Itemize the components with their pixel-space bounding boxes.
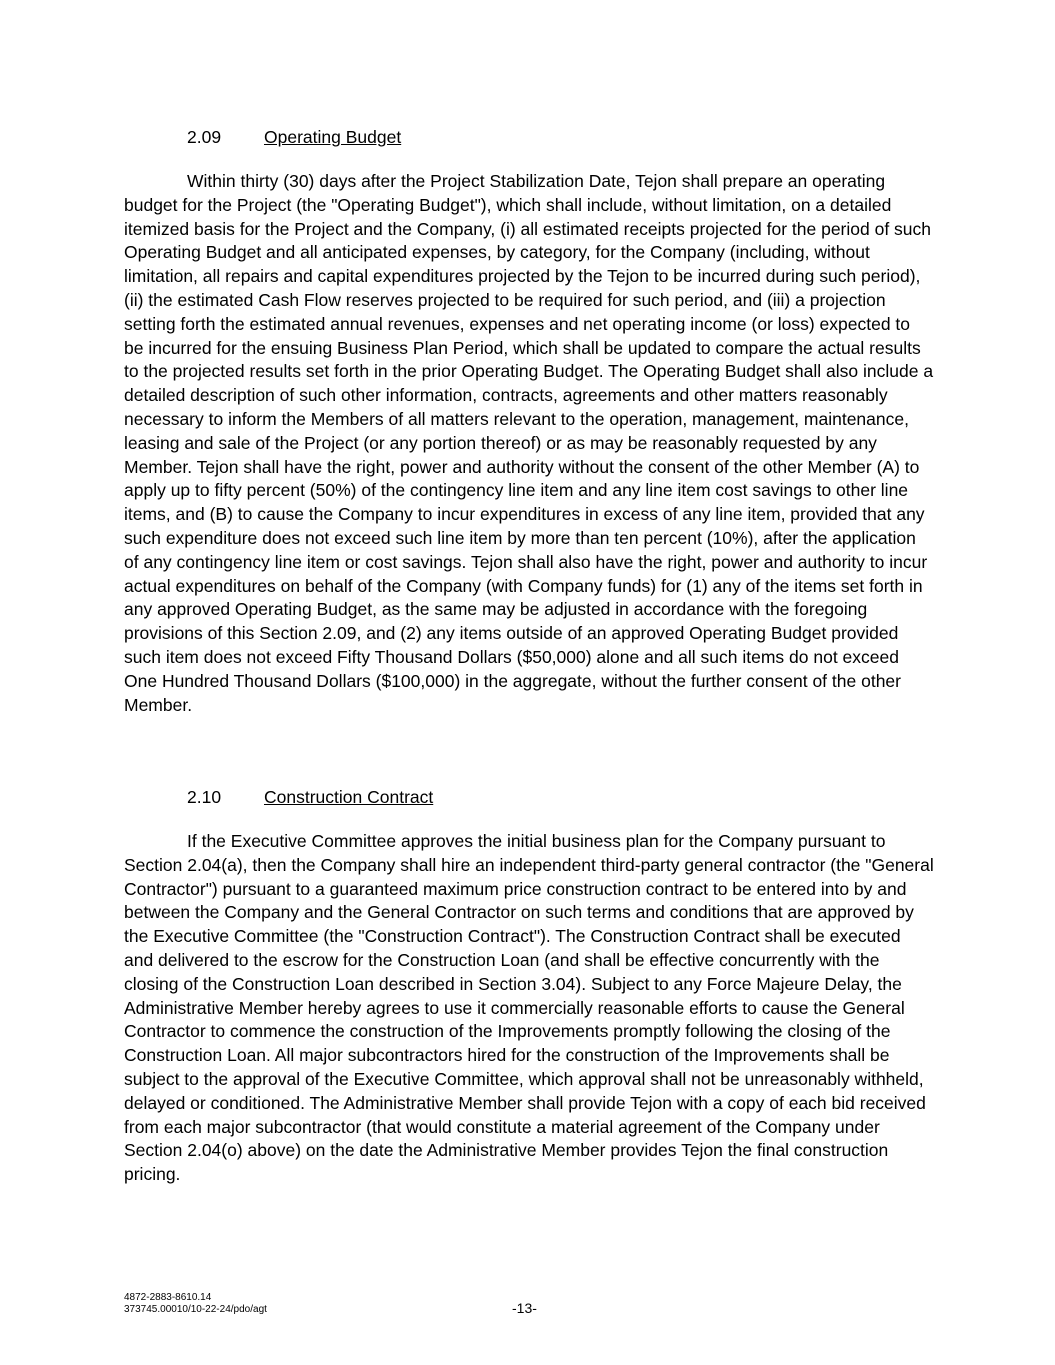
section-number: 2.10 [187, 787, 222, 807]
section-heading-2-10 [187, 785, 433, 809]
section-number: 2.09 [187, 127, 222, 147]
footer-doc-id-line1: 4872-2883-8610.14 [124, 1292, 212, 1303]
section-title: Operating Budget [264, 127, 402, 147]
section-heading-2-09 [187, 125, 401, 149]
section-title: Construction Contract [264, 787, 434, 807]
page-number: -13- [512, 1300, 537, 1316]
section-body-2-10: If the Executive Committee approves the initial business plan for the Company pursuant to Section 2.04(a), then the Company shall hire an independent third-party general contractor (the "General Contractor") pursuant to a guaranteed maximum price construction contract to be entered into by and between the Company and the General Contractor on such terms and conditions that are approved by the Executive Committee (the "Construction Contract"). The Construction Contract shall be executed and delivered to the escrow for the Construction Loan (and shall be effective concurrently with the closing of the Construction Loan described in Section 3.04). Subject to any Force Majeure Delay, the Administrative Member hereby agrees to use it commercially reasonable efforts to cause the General Contractor to commence the construction of the Improvements promptly following the closing of the Construction Loan. All major subcontractors hired for the construction of the Improvements shall be subject to the approval of the Executive Committee, which approval shall not be unreasonably withheld, delayed or conditioned. The Administrative Member shall provide Tejon with a copy of each bid received from each major subcontractor (that would constitute a material agreement of the Company under Section 2.04(o) above) on the date the Administrative Member provides Tejon the final construction pricing. [124, 831, 934, 1185]
footer-doc-id-line2: 373745.00010/10-22-24/pdo/agt [124, 1304, 267, 1315]
section-body-2-09: Within thirty (30) days after the Project Stabilization Date, Tejon shall prepare an operating budget for the Project (the "Operating Budget"), which shall include, without limitation, on a detailed itemized basis for the Project and the Company, (i) all estimated receipts projected for the period of such Operating Budget and all anticipated expenses, by category, for the Company (including, without limitation, all repairs and capital expenditures projected by the Tejon to be incurred during such period), (ii) the estimated Cash Flow reserves projected to be required for such period, and (iii) a projection setting forth the estimated annual revenues, expenses and net operating income (or loss) expected to be incurred for the ensuing Business Plan Period, which shall be updated to compare the actual results to the projected results set forth in the prior Operating Budget. The Operating Budget shall also include a detailed description of such other information, contracts, agreements and other matters reasonably necessary to inform the Members of all matters relevant to the operation, management, maintenance, leasing and sale of the Project (or any portion thereof) or as may be reasonably requested by any Member. Tejon shall have the right, power and authority without the consent of the other Member (A) to apply up to fifty percent (50%) of the contingency line item and any line item cost savings to other line items, and (B) to cause the Company to incur expenditures in excess of any line item, provided that any such expenditure does not exceed such line item by more than ten percent (10%), after the application of any contingency line item or cost savings. Tejon shall also have the right, power and authority to incur actual expenditures on behalf of the Company (with Company funds) for (1) any of the items set forth in any approved Operating Budget, as the same may be adjusted in accordance with the foregoing provisions of this Section 2.09, and (2) any items outside of an approved Operating Budget provided such item does not exceed Fifty Thousand Dollars ($50,000) alone and all such items do not exceed One Hundred Thousand Dollars ($100,000) in the aggregate, without the further consent of the other Member. [124, 171, 934, 715]
